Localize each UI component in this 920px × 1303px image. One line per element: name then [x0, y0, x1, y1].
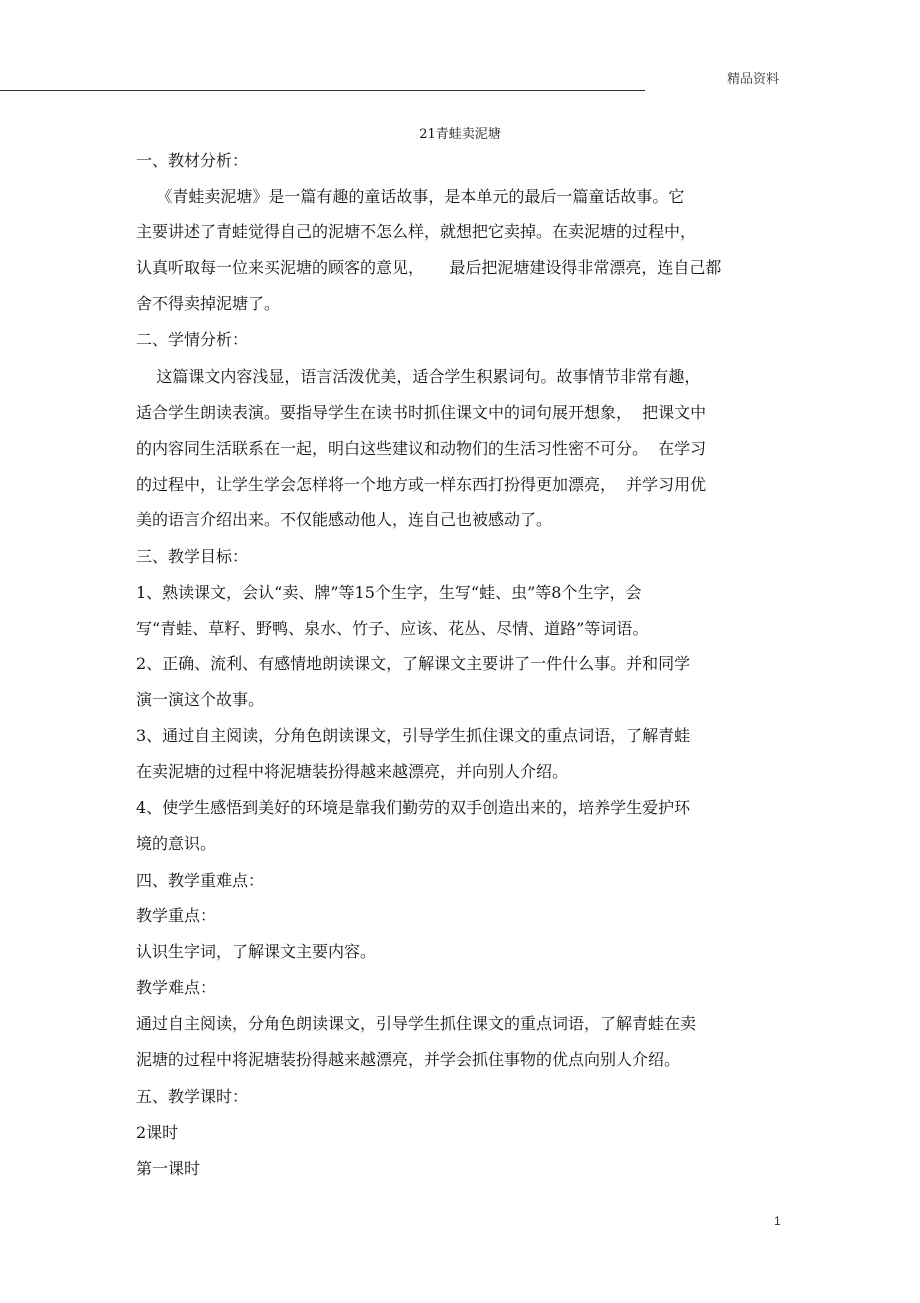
text-line: 通过自主阅读，分角色朗读课文，引导学生抓住课文的重点词语，了解青蛙在卖 — [136, 1014, 697, 1033]
text-line: 教学难点： — [136, 978, 217, 997]
text-line: 2、正确、流利、有感情地朗读课文，了解课文主要讲了一件什么事。并和同学 — [136, 654, 691, 673]
text-line: 演一演这个故事。 — [136, 690, 265, 709]
text-line: 四、教学重难点： — [136, 871, 265, 890]
text-line: 认真听取每一位来买泥塘的顾客的意见， 最后把泥塘建设得非常漂亮，连自己都 — [136, 258, 722, 277]
text-line: 二、学情分析： — [136, 330, 249, 349]
header-label: 精品资料 — [727, 72, 780, 87]
text-line: 2课时 — [136, 1123, 179, 1142]
text-line: 第一课时 — [136, 1159, 201, 1178]
text-line: 认识生字词，了解课文主要内容。 — [136, 942, 377, 961]
header-rule — [0, 90, 645, 91]
text-line: 1、熟读课文，会认“卖、牌”等15个生字，生写“蛙、虫”等8个生字，会 — [136, 583, 642, 602]
text-line: 《青蛙卖泥塘》是一篇有趣的童话故事，是本单元的最后一篇童话故事。它 — [136, 187, 685, 206]
text-line: 3、通过自主阅读，分角色朗读课文，引导学生抓住课文的重点词语，了解青蛙 — [136, 726, 691, 745]
text-line: 境的意识。 — [136, 834, 217, 853]
text-line: 的内容同生活联系在一起，明白这些建议和动物们的生活习性密不可分。 在学习 — [136, 439, 707, 458]
text-line: 主要讲述了青蛙觉得自己的泥塘不怎么样，就想把它卖掉。在卖泥塘的过程中， — [136, 222, 697, 241]
page-number: 1 — [774, 1214, 781, 1228]
text-line: 4、使学生感悟到美好的环境是靠我们勤劳的双手创造出来的，培养学生爱护环 — [136, 798, 691, 817]
text-line: 泥塘的过程中将泥塘装扮得越来越漂亮，并学会抓住事物的优点向别人介绍。 — [136, 1050, 681, 1069]
text-line: 舍不得卖掉泥塘了。 — [136, 294, 281, 313]
text-line: 这篇课文内容浅显，语言活泼优美，适合学生积累词句。故事情节非常有趣， — [136, 367, 701, 386]
text-line: 教学重点： — [136, 906, 217, 925]
text-line: 写“青蛙、草籽、野鸭、泉水、竹子、应该、花丛、尽情、道路”等词语。 — [136, 619, 649, 638]
text-line: 适合学生朗读表演。要指导学生在读书时抓住课文中的词句展开想象， 把课文中 — [136, 403, 707, 422]
text-line: 的过程中，让学生学会怎样将一个地方或一样东西打扮得更加漂亮， 并学习用优 — [136, 475, 707, 494]
text-line: 三、教学目标： — [136, 547, 249, 566]
document-title: 21青蛙卖泥塘 — [419, 127, 501, 142]
text-line: 美的语言介绍出来。不仅能感动他人，连自己也被感动了。 — [136, 510, 553, 529]
text-line: 五、教学课时： — [136, 1087, 249, 1106]
text-line: 一、教材分析： — [136, 151, 249, 170]
text-line: 在卖泥塘的过程中将泥塘装扮得越来越漂亮，并向别人介绍。 — [136, 762, 569, 781]
